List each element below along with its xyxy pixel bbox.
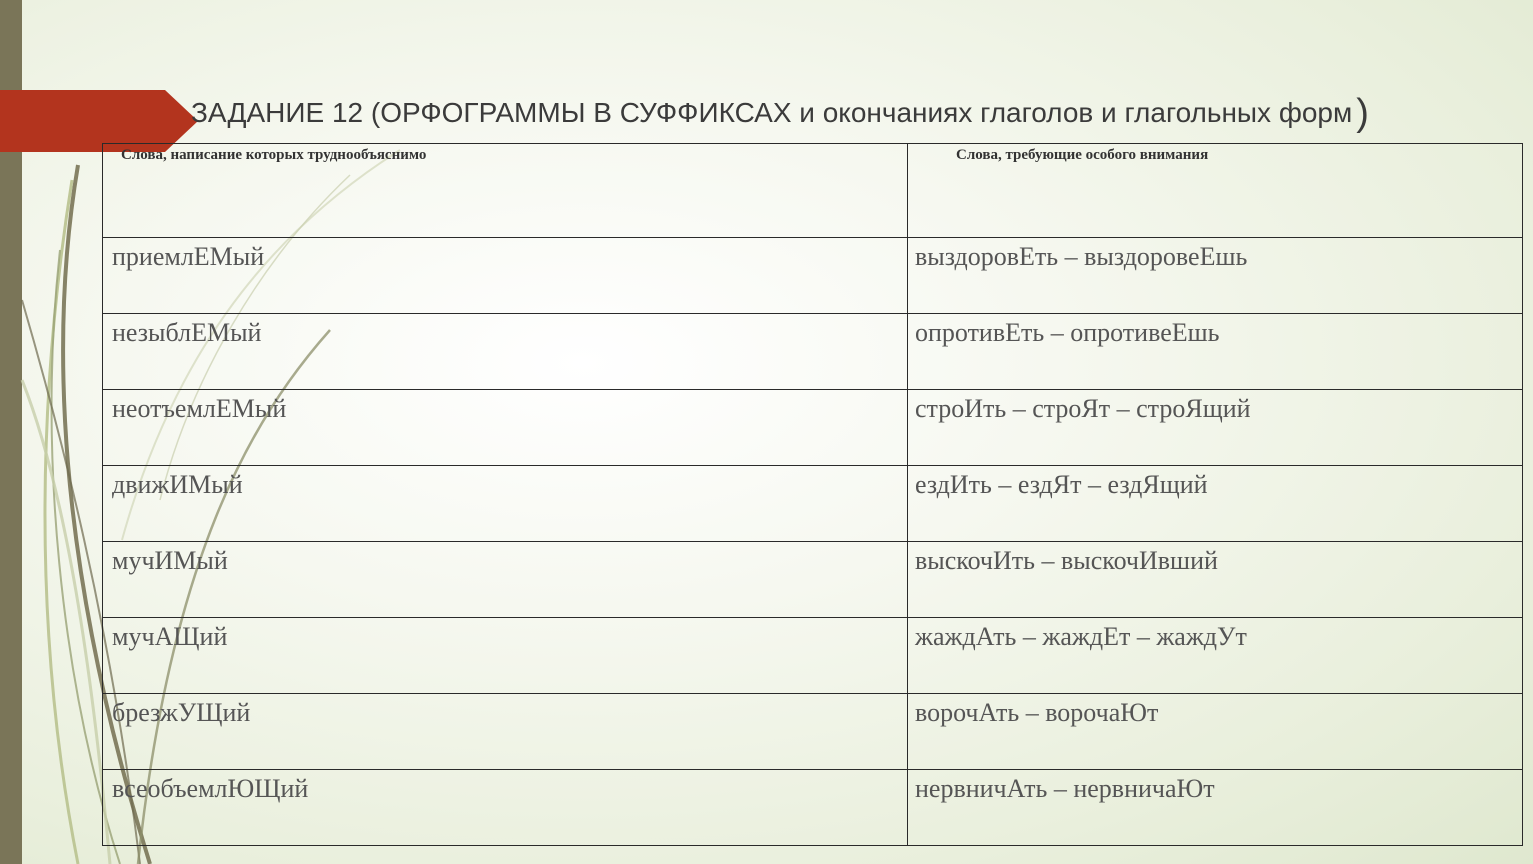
- table-cell: [103, 314, 908, 390]
- words-table: [102, 143, 1523, 846]
- word-left: мучИМый: [112, 546, 228, 575]
- word-left: движИМый: [112, 470, 243, 499]
- word-left: неотъемлЕМый: [112, 394, 287, 423]
- table-cell: [103, 466, 908, 542]
- table-cell: [908, 770, 1523, 846]
- table-cell: [908, 618, 1523, 694]
- table-cell: [103, 618, 908, 694]
- word-left: всеобъемлЮЩий: [112, 774, 309, 803]
- table-cell: [103, 770, 908, 846]
- table-cell: [908, 694, 1523, 770]
- word-right: жаждАть – жаждЕт – жаждУт: [915, 622, 1247, 651]
- header-difficult-words: Слова, написание которых труднообъяснимо: [121, 147, 427, 163]
- word-right: нервничАть – нервничаЮт: [915, 774, 1215, 803]
- table-cell: [908, 390, 1523, 466]
- header-cell: [908, 144, 1523, 238]
- table-row: [103, 694, 1523, 770]
- table-row: [103, 238, 1523, 314]
- slide-title-text: ЗАДАНИЕ 12 (ОРФОГРАММЫ В СУФФИКСАХ и окончаниях глаголов и глагольных форм: [191, 97, 1353, 128]
- table-row: [103, 314, 1523, 390]
- header-cell: [103, 144, 908, 238]
- slide-title-paren: ): [1356, 92, 1369, 134]
- word-left: незыблЕМый: [112, 318, 262, 347]
- word-right: выздоровЕть – выздоровеЕшь: [915, 242, 1248, 271]
- table-cell: [908, 466, 1523, 542]
- table-row: [103, 770, 1523, 846]
- table-row: [103, 466, 1523, 542]
- word-left: приемлЕМый: [112, 242, 265, 271]
- word-left: брезжУЩий: [112, 698, 251, 727]
- table-row: [103, 618, 1523, 694]
- table-row: [103, 390, 1523, 466]
- table-row: [103, 542, 1523, 618]
- table-cell: [908, 314, 1523, 390]
- table-cell: [103, 390, 908, 466]
- word-left: мучАЩий: [112, 622, 228, 651]
- word-right: опротивЕть – опротивеЕшь: [915, 318, 1220, 347]
- table-cell: [103, 238, 908, 314]
- word-right: ворочАть – ворочаЮт: [915, 698, 1159, 727]
- word-right: ездИть – ездЯт – ездЯщий: [915, 470, 1208, 499]
- table-header-row: [103, 144, 1523, 238]
- word-right: выскочИть – выскочИвший: [915, 546, 1218, 575]
- word-right: строИть – строЯт – строЯщий: [915, 394, 1251, 423]
- slide-title: [191, 92, 1369, 135]
- table-cell: [103, 694, 908, 770]
- table-cell: [908, 238, 1523, 314]
- table-cell: [908, 542, 1523, 618]
- table-cell: [103, 542, 908, 618]
- header-attention-words: Слова, требующие особого внимания: [956, 147, 1209, 163]
